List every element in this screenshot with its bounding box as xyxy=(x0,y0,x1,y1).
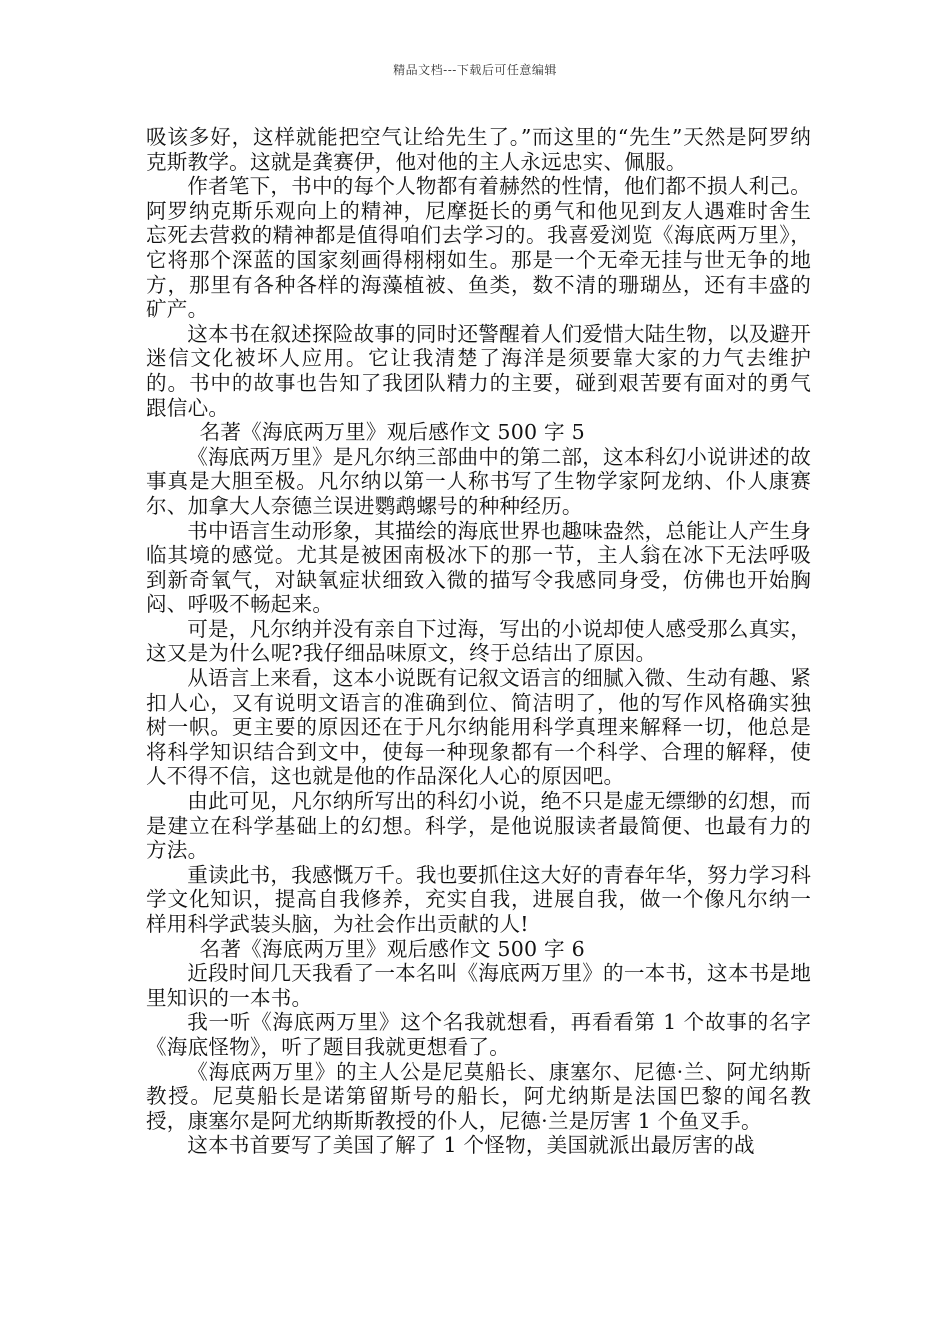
paragraph: 《海底两万里》的主人公是尼莫船长、康塞尔、尼德·兰、阿尤纳斯教授。尼莫船长是诺第留斯号的船长，阿尤纳斯是法国巴黎的闻名教授，康塞尔是阿尤纳斯斯教授的仆人，尼德·兰是厉害 1 个鱼叉手。 xyxy=(146,1059,811,1133)
document-body xyxy=(146,125,811,1158)
page-header: 精品文档---下载后可任意编辑 xyxy=(393,63,557,77)
paragraph: 从语言上来看，这本小说既有记叙文语言的细腻入微、生动有趣、紧扣人心，又有说明文语言的准确到位、简洁明了，他的写作风格确实独树一帜。更主要的原因还在于凡尔纳能用科学真理来解释一切，他总是将科学知识结合到文中，使每一种现象都有一个科学、合理的解释，使人不得不信，这也就是他的作品深化人心的原因吧。 xyxy=(146,666,811,789)
paragraph: 我一听《海底两万里》这个名我就想看，再看看第 1 个故事的名字《海底怪物》，听了题目我就更想看了。 xyxy=(146,1010,811,1059)
paragraph: 书中语言生动形象，其描绘的海底世界也趣味盎然，总能让人产生身临其境的感觉。尤其是被困南极冰下的那一节，主人翁在冰下无法呼吸到新奇氧气，对缺氧症状细致入微的描写令我感同身受，仿佛也开始胸闷、呼吸不畅起来。 xyxy=(146,518,811,617)
paragraph: 重读此书，我感慨万千。我也要抓住这大好的青春年华，努力学习科学文化知识，提高自我修养，充实自我，进展自我，做一个像凡尔纳一样用科学武装头脑，为社会作出贡献的人! xyxy=(146,862,811,936)
paragraph: 由此可见，凡尔纳所写出的科幻小说，绝不只是虚无缥缈的幻想，而是建立在科学基础上的幻想。科学，是他说服读者最简便、也最有力的方法。 xyxy=(146,789,811,863)
paragraph-continuation: 吸该多好，这样就能把空气让给先生了。”而这里的“先生”天然是阿罗纳克斯教学。这就是龚赛伊，他对他的主人永远忠实、佩服。 xyxy=(146,125,811,174)
paragraph: 可是，凡尔纳并没有亲自下过海，写出的小说却使人感受那么真实，这又是为什么呢?我仔细品味原文，终于总结出了原因。 xyxy=(146,616,811,666)
section-heading: 名著《海底两万里》观后感作文 500 字 6 xyxy=(199,936,585,961)
section-heading: 名著《海底两万里》观后感作文 500 字 5 xyxy=(199,420,585,445)
paragraph: 这本书首要写了美国了解了 1 个怪物，美国就派出最厉害的战 xyxy=(187,1133,755,1158)
paragraph: 《海底两万里》是凡尔纳三部曲中的第二部，这本科幻小说讲述的故事真是大胆至极。凡尔纳以第一人称书写了生物学家阿龙纳、仆人康赛尔、加拿大人奈德兰误进鹦鹉螺号的种种经历。 xyxy=(146,444,811,518)
paragraph: 这本书在叙述探险故事的同时还警醒着人们爱惜大陆生物，以及避开迷信文化被坏人应用。它让我清楚了海洋是须要靠大家的力气去维护的。书中的故事也告知了我团队精力的主要，碰到艰苦要有面对的勇气跟信心。 xyxy=(146,321,811,420)
paragraph: 作者笔下，书中的每个人物都有着赫然的性情，他们都不损人利己。阿罗纳克斯乐观向上的精神，尼摩挺长的勇气和他见到友人遇难时舍生忘死去营救的精神都是值得咱们去学习的。我喜爱浏览《海底两万里》，它将那个深蓝的国家刻画得栩栩如生。那是一个无牵无挂与世无争的地方，那里有各种各样的海藻植被、鱼类，数不清的珊瑚丛，还有丰盛的矿产。 xyxy=(146,174,811,322)
paragraph: 近段时间几天我看了一本名叫《海底两万里》的一本书，这本书是地里知识的一本书。 xyxy=(146,961,811,1010)
